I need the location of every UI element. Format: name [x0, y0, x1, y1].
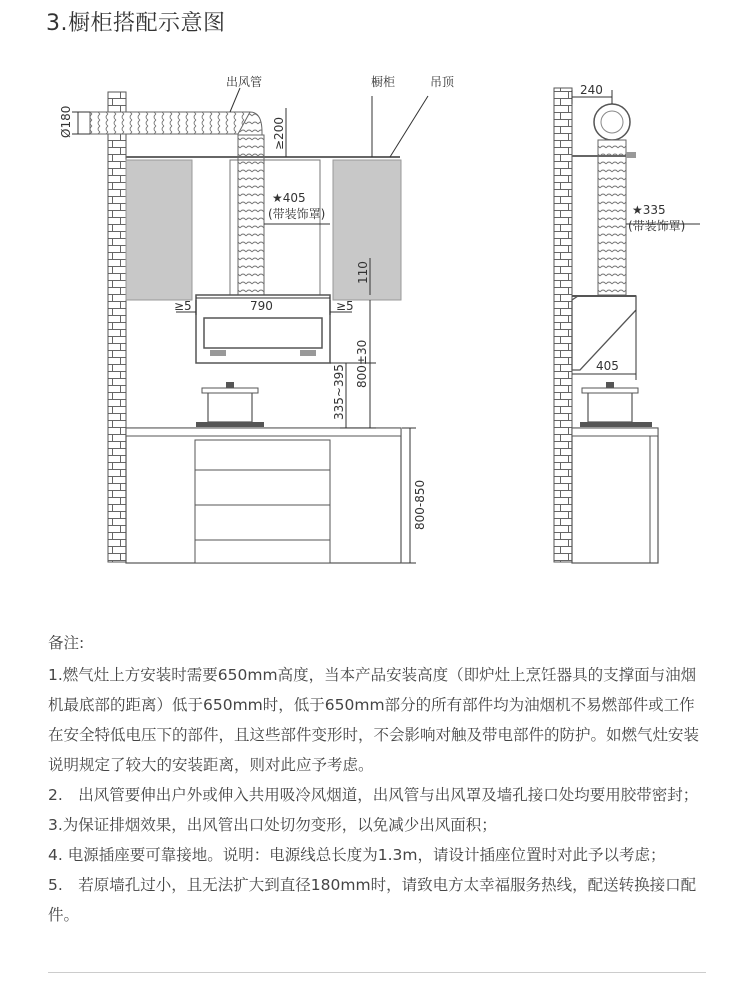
- front-brick-wall: [108, 92, 126, 562]
- side-base-cabinet: [572, 428, 658, 563]
- label-height-front: ★405: [272, 191, 306, 205]
- label-depth-240: 240: [580, 83, 603, 97]
- label-pipe-diameter: Ø180: [59, 105, 73, 138]
- label-height-800: 800±30: [355, 339, 369, 388]
- label-gap-left: ≥5: [174, 299, 192, 313]
- label-counter-height: 800-850: [413, 479, 427, 530]
- notes-section: [48, 628, 708, 930]
- note-item-1: 1.燃气灶上方安装时需要650mm高度，当本产品安装高度（即炉灶上烹饪器具的支撑面与油烟机最底部的距离）低于650mm时，低于650mm部分的所有部件均为油烟机不易燃部件或工作在安全特低电压下的部件，且这些部件变形时，不会影响对触及带电部件的防护。如燃气灶安装说明规定了较大的安装距离，则对此应予考虑。: [48, 666, 700, 774]
- bottom-divider: [48, 972, 706, 973]
- outlet-pipe-horizontal: [90, 112, 250, 134]
- side-duct-outlet: [594, 104, 630, 140]
- label-height-side: ★335: [632, 203, 666, 217]
- side-outlet-pipe: [598, 140, 626, 295]
- notes-heading: 备注:: [48, 634, 85, 652]
- label-clearance-top: ≥200: [272, 117, 286, 150]
- page-title: 3.橱柜搭配示意图: [46, 11, 226, 36]
- label-gap-110: 110: [356, 261, 370, 284]
- label-outlet-pipe: 出风管: [226, 75, 263, 89]
- label-height-335: 335~395: [332, 364, 346, 420]
- label-gap-right: ≥5: [336, 299, 354, 313]
- note-item-5: 5. 若原墙孔过小，且无法扩大到直径180mm时，请致电方太幸福服务热线，配送转换接口配件。: [48, 876, 697, 924]
- label-depth-405: 405: [596, 359, 619, 373]
- left-wall-cabinet: [126, 160, 192, 300]
- label-cabinet: 橱柜: [371, 75, 396, 89]
- note-item-2: 2. 出风管要伸出户外或伸入共用吸冷风烟道，出风管与出风罩及墙孔接口处均要用胶带密封；: [48, 786, 699, 804]
- note-item-4: 4. 电源插座要可靠接地。说明：电源线总长度为1.3m，请设计插座位置时对此予以考虑；: [48, 846, 666, 864]
- side-brick-wall: [554, 88, 572, 562]
- cooking-pot: [208, 392, 252, 422]
- label-with-cover-front: (带装饰罩): [268, 207, 326, 221]
- note-item-3: 3.为保证排烟效果，出风管出口处切勿变形，以免减少出风面积；: [48, 816, 497, 834]
- label-width-790: 790: [250, 299, 273, 313]
- label-ceiling: 吊顶: [430, 75, 455, 89]
- side-cooking-pot: [588, 392, 632, 422]
- label-with-cover-side: (带装饰罩): [628, 219, 686, 233]
